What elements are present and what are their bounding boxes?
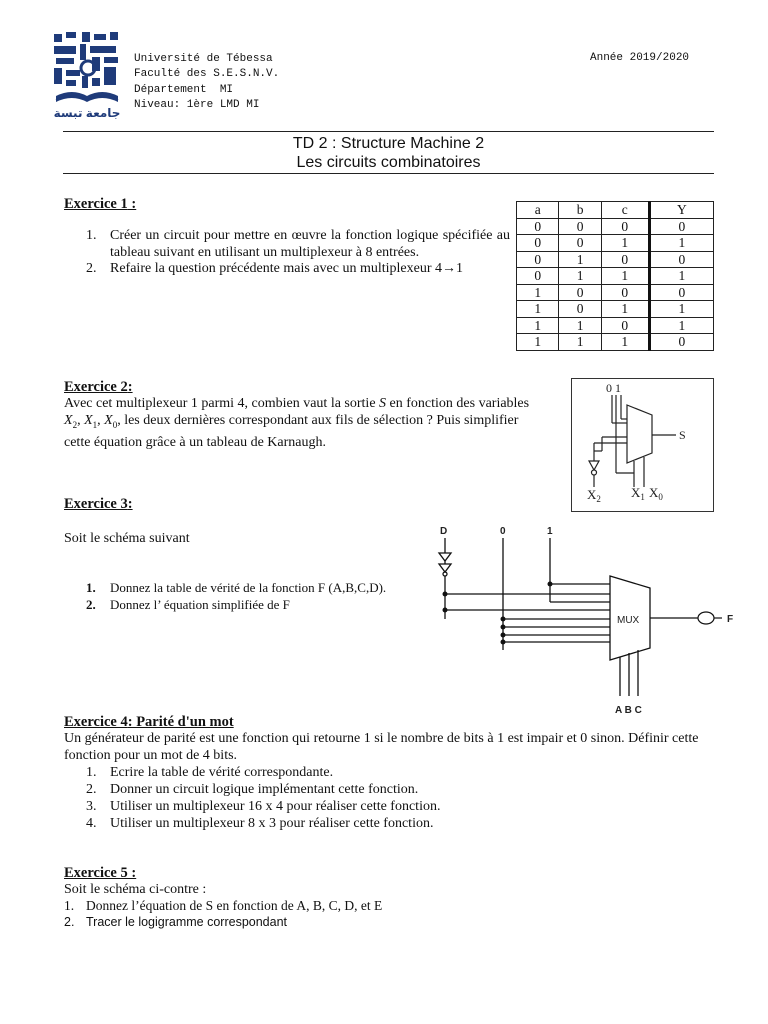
list-item-text: Utiliser un multiplexeur 8 x 3 pour réaliser cette fonction. xyxy=(110,816,434,831)
truth-table xyxy=(516,201,714,351)
text-run: en fonction des variables xyxy=(386,396,530,411)
table-cell: 0 xyxy=(517,218,559,235)
table-cell: 0 xyxy=(559,284,601,301)
table-cell: 0 xyxy=(649,251,713,268)
exercise-2-title: Exercice 2 xyxy=(64,379,128,395)
exercise-2-title-suffix: : xyxy=(127,379,133,395)
input-x2-label: $X_2$ xyxy=(587,487,601,504)
table-row xyxy=(517,284,714,301)
select-abc-label: A B C xyxy=(615,705,642,716)
table-header-row xyxy=(517,202,714,219)
table-cell: 1 xyxy=(517,301,559,318)
table-row xyxy=(517,218,714,235)
output-buffer-icon xyxy=(698,612,714,624)
table-cell: 1 xyxy=(601,301,649,318)
document-title xyxy=(63,134,714,172)
table-cell: 1 xyxy=(649,317,713,334)
list-item xyxy=(86,781,440,798)
output-f-label: F xyxy=(727,614,734,625)
header-b: b xyxy=(559,202,601,219)
exercise-5-heading xyxy=(64,864,136,882)
table-cell: 1 xyxy=(649,301,713,318)
list-item-number: 2. xyxy=(64,915,75,929)
title-bottom-rule xyxy=(63,173,714,174)
mux-4to1-diagram xyxy=(572,379,713,511)
list-item xyxy=(86,764,440,781)
exercise-4-questions xyxy=(86,764,440,832)
table-cell: 1 xyxy=(559,334,601,351)
department-name: Département MI xyxy=(134,83,234,96)
exercise-5-title: Exercice 5 : xyxy=(64,865,137,881)
list-item-text: Donnez la table de vérité de la fonction F (A,B,C,D). xyxy=(110,580,387,595)
subscript: 0 xyxy=(112,419,118,430)
academic-year: Année 2019/2020 xyxy=(590,52,690,64)
university-name: Université de Tébessa xyxy=(134,53,273,65)
table-cell: 0 xyxy=(559,235,601,252)
logo-arabic-text: جامعة تبسة xyxy=(53,106,121,120)
list-item-number: 2. xyxy=(86,261,97,276)
table-row xyxy=(517,317,714,334)
table-cell: 0 xyxy=(517,235,559,252)
exercise-3-title-suffix: : xyxy=(127,496,133,512)
table-row xyxy=(517,235,714,252)
faculty-name: Faculté des S.E.S.N.V. xyxy=(134,68,280,81)
input-d-label: D xyxy=(440,526,448,537)
table-cell: 1 xyxy=(601,334,649,351)
list-item-number: 1. xyxy=(86,580,96,595)
table-cell: 1 xyxy=(559,251,601,268)
table-cell: 0 xyxy=(559,301,601,318)
exercise-5-question-1 xyxy=(64,898,382,914)
list-item xyxy=(86,579,386,596)
exercise-1-questions xyxy=(86,228,510,278)
list-item xyxy=(86,798,440,815)
header-c: c xyxy=(601,202,649,219)
output-s-label: S xyxy=(679,428,686,442)
subscript: 1 xyxy=(92,419,98,430)
exercise-3-heading xyxy=(64,495,133,513)
table-cell: 1 xyxy=(517,284,559,301)
exercise-2-text: Avec cet multiplexeur 1 parmi 4, combien vaut la sortie S en fonction des variables $X_2$, $X_1$, $X_0$, les deux dernières correspondant aux fils de sélection ? Puis simplifier cette équation grâce à un tableau de Karnaugh. xyxy=(64,396,530,450)
input-x0-label: $X_0$ xyxy=(649,485,663,502)
list-item-number: 3. xyxy=(86,799,97,814)
university-info xyxy=(134,52,279,114)
exercise-3-title: Exercice 3 xyxy=(64,496,128,512)
table-cell: 1 xyxy=(517,334,559,351)
table-cell: 0 xyxy=(601,284,649,301)
university-logo xyxy=(52,30,122,122)
list-item-text: Refaire la question précédente mais avec un multiplexeur 4→1 xyxy=(110,261,463,276)
input-0-label: 0 xyxy=(500,526,506,537)
list-item-number: 2. xyxy=(86,597,96,612)
text-run: , les deux dernières correspondant aux fils de sélection ? Puis simplifier cette équation grâce à un tableau de Karnaugh. xyxy=(64,413,519,450)
table-cell: 1 xyxy=(649,235,713,252)
variable-x2: X xyxy=(64,413,73,428)
list-item-number: 1. xyxy=(86,228,97,243)
table-cell: 0 xyxy=(601,251,649,268)
variable-x0: X xyxy=(104,413,113,428)
title-line-2: Les circuits combinatoires xyxy=(296,154,481,171)
table-cell: 0 xyxy=(601,218,649,235)
variable-x1: X xyxy=(84,413,93,428)
title-line-1: TD 2 : Structure Machine 2 xyxy=(292,135,485,152)
subscript: 2 xyxy=(72,419,78,430)
list-item xyxy=(86,815,440,832)
list-item-text: Utiliser un multiplexeur 16 x 4 pour réaliser cette fonction. xyxy=(110,799,441,814)
variable-s: S xyxy=(379,396,387,411)
list-item-text: Tracer le logigramme correspondant xyxy=(86,915,288,929)
table-row xyxy=(517,268,714,285)
table-row xyxy=(517,334,714,351)
list-item-number: 4. xyxy=(86,816,97,831)
table-cell: 0 xyxy=(649,284,713,301)
text-run: Avec cet multiplexeur 1 parmi 4, combien vaut la sortie xyxy=(64,396,380,411)
list-item xyxy=(86,228,510,261)
inverter-icon xyxy=(589,461,599,470)
exercise-3-intro: Soit le schéma suivant xyxy=(64,531,190,546)
figure-top-labels: 0 1 xyxy=(606,381,621,395)
table-cell: 0 xyxy=(649,218,713,235)
title-top-rule xyxy=(63,131,714,132)
list-item-text: Ecrire la table de vérité correspondante. xyxy=(110,765,334,780)
table-cell: 0 xyxy=(649,334,713,351)
exercise-5-intro: Soit le schéma ci-contre : xyxy=(64,882,207,897)
table-cell: 1 xyxy=(559,317,601,334)
mux-label: MUX xyxy=(617,615,640,626)
list-item-number: 1. xyxy=(86,765,97,780)
list-item xyxy=(86,596,386,613)
table-cell: 1 xyxy=(517,317,559,334)
list-item-number: 2. xyxy=(86,782,97,797)
exercise-4-heading xyxy=(64,713,234,731)
input-1-label: 1 xyxy=(547,526,553,537)
table-cell: 0 xyxy=(559,218,601,235)
exercise-1-title-suffix: : xyxy=(127,196,137,212)
header-y: Y xyxy=(649,202,713,219)
list-item-text: Créer un circuit pour mettre en œuvre la fonction logique spécifiée au tableau suivant en utilisant un multiplexeur à 8 entrées. xyxy=(110,228,510,260)
list-item xyxy=(86,261,510,278)
list-item-text: Donnez l’ équation simplifiée de F xyxy=(110,597,290,612)
list-item-text: Donner un circuit logique implémentant cette fonction. xyxy=(110,782,419,797)
mux-8to1-figure xyxy=(430,520,760,720)
exercise-3-questions xyxy=(86,579,386,613)
table-cell: 1 xyxy=(601,235,649,252)
mux-4to1-figure xyxy=(571,378,714,512)
mux-8to1-diagram xyxy=(430,520,760,720)
exercise-2-heading xyxy=(64,378,133,396)
table-cell: 1 xyxy=(601,268,649,285)
table-cell: 0 xyxy=(517,251,559,268)
list-item-number: 1. xyxy=(64,898,75,913)
input-x1-label: $X_1$ xyxy=(631,485,645,502)
exercise-4-text: Un générateur de parité est une fonction qui retourne 1 si le nombre de bits à 1 est impair et 0 sinon. Définir cette fonction pour un mot de 4 bits. xyxy=(64,731,699,763)
table-cell: 1 xyxy=(559,268,601,285)
table-cell: 1 xyxy=(649,268,713,285)
header-a: a xyxy=(517,202,559,219)
exercise-1-heading xyxy=(64,195,136,213)
exercise-5-question-2 xyxy=(64,915,287,929)
level-name: Niveau: 1ère LMD MI xyxy=(134,99,260,112)
list-item-text: Donnez l’équation de S en fonction de A, B, C, D, et E xyxy=(86,898,383,913)
exercise-1-title: Exercice 1 xyxy=(64,196,128,212)
exercise-4-title: Exercice 4 xyxy=(64,714,128,730)
exercise-4-title-suffix: : Parité d'un mot xyxy=(127,714,234,730)
table-row xyxy=(517,301,714,318)
table-row xyxy=(517,251,714,268)
table-cell: 0 xyxy=(601,317,649,334)
table-cell: 0 xyxy=(517,268,559,285)
